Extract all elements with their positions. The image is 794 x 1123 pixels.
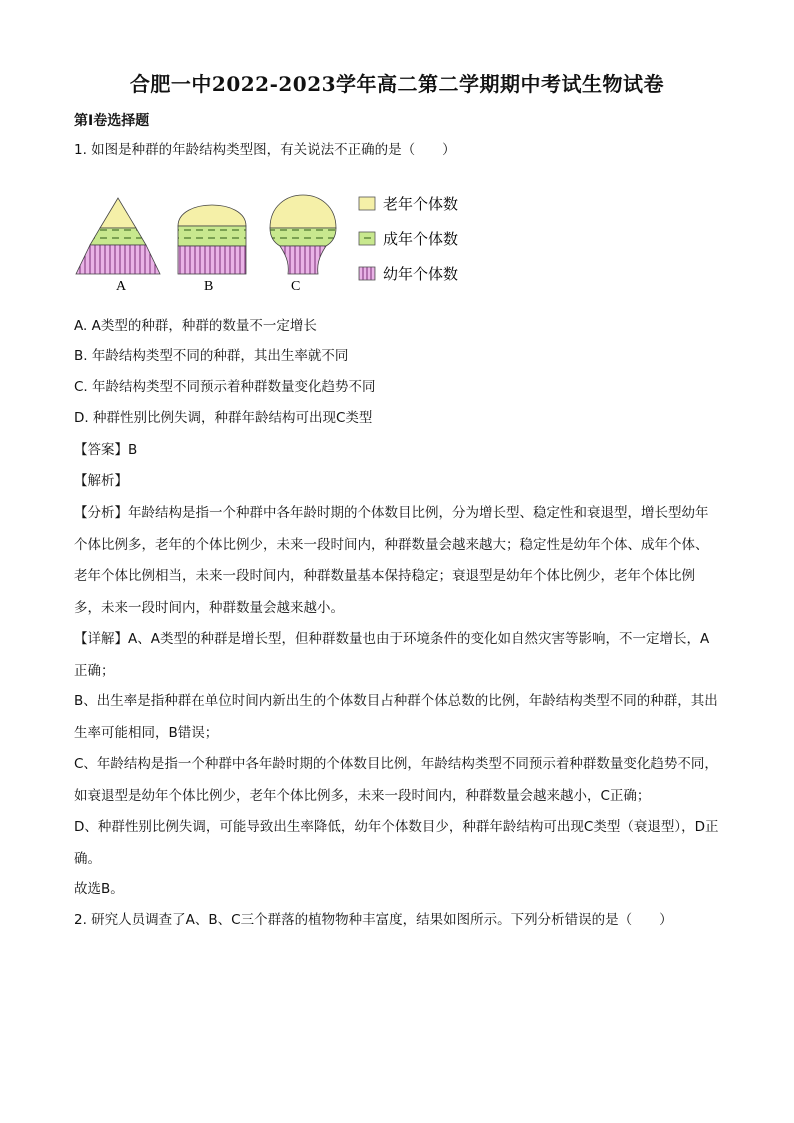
detail-a: 【详解】A、A类型的种群是增长型，但种群数量也由于环境条件的变化如自然灾害等影响，不一定增长，A正确； (74, 631, 710, 679)
question-1-stem: 1. 如图是种群的年龄结构类型图，有关说法不正确的是（ ） (74, 142, 456, 158)
figure-label-a: A (116, 279, 127, 294)
question-2-stem: 2. 研究人员调查了A、B、C三个群落的植物物种丰富度，结果如图所示。下列分析错误的是（ ） (74, 912, 673, 928)
section-heading: 第Ⅰ卷选择题 (74, 113, 150, 129)
age-structure-figure (74, 186, 494, 296)
legend-swatch-young (359, 267, 375, 280)
answer-line: 【答案】B (74, 442, 138, 458)
pyramid-b (178, 205, 246, 274)
analysis-paragraph: 【分析】年龄结构是指一个种群中各年龄时期的个体数目比例，分为增长型、稳定性和衰退型，增长型幼年个体比例多，老年的个体比例少，未来一段时间内，种群数量会越来越大；稳定性是幼年个体、成年个体、老年个体比例相当，未来一段时间内，种群数量基本保持稳定；衰退型是幼年个体比例少，老年个体比例多，未来一段时间内，种群数量会越来越小。 (74, 505, 709, 616)
option-c: C. 年龄结构类型不同预示着种群数量变化趋势不同 (74, 379, 376, 395)
legend-old: 老年个体数 (383, 195, 459, 213)
conclusion: 故选B。 (74, 881, 124, 897)
option-a: A. A类型的种群，种群的数量不一定增长 (74, 318, 317, 334)
page-title: 合肥一中2022-2023学年高二第二学期期中考试生物试卷 (129, 72, 665, 96)
figure-label-c: C (291, 279, 301, 294)
detail-b: B、出生率是指种群在单位时间内新出生的个体数目占种群个体总数的比例，年龄结构类型不同的种群，其出生率可能相同，B错误； (74, 693, 718, 741)
option-b: B. 年龄结构类型不同的种群，其出生率就不同 (74, 348, 349, 364)
detail-c: C、年龄结构是指一个种群中各年龄时期的个体数目比例，年龄结构类型不同预示着种群数量变化趋势不同，如衰退型是幼年个体比例少，老年个体比例多，未来一段时间内，种群数量会越来越小，C正确； (74, 756, 718, 804)
pyramid-c (270, 195, 336, 274)
option-d: D. 种群性别比例失调，种群年龄结构可出现C类型 (74, 410, 373, 426)
pyramid-a (76, 198, 160, 274)
legend-swatch-adult (359, 232, 375, 245)
legend-adult: 成年个体数 (383, 230, 459, 248)
legend-swatch-old (359, 197, 375, 210)
detail-d: D、种群性别比例失调，可能导致出生率降低，幼年个体数目少，种群年龄结构可出现C类型（衰退型），D正确。 (74, 819, 719, 867)
figure-label-b: B (204, 279, 214, 294)
legend-young: 幼年个体数 (383, 265, 459, 283)
analysis-label: 【解析】 (74, 473, 128, 489)
